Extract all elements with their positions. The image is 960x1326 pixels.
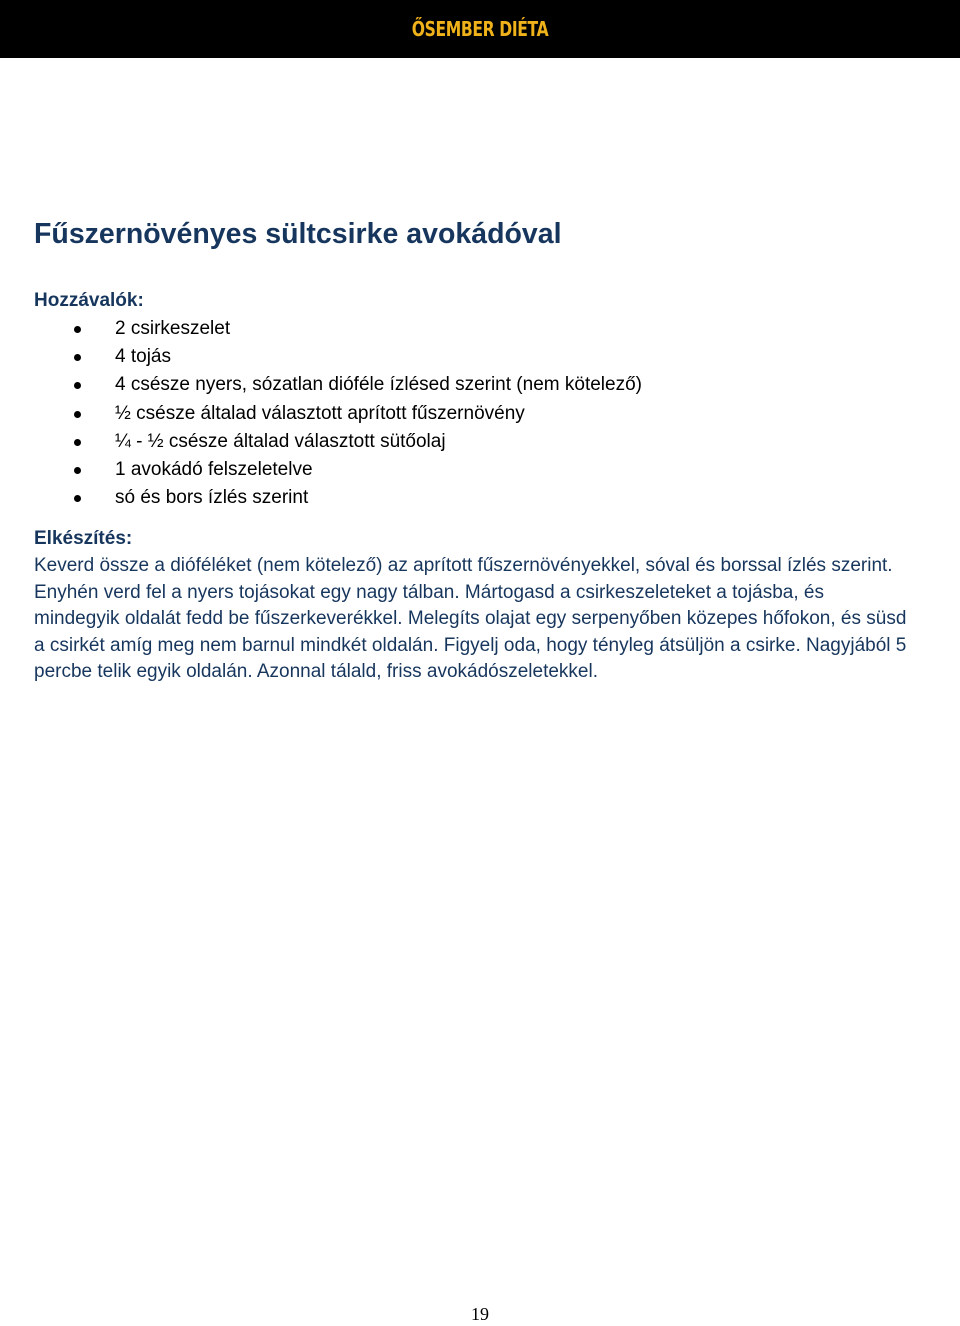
page-number: 19 (471, 1304, 489, 1324)
recipe-content (34, 214, 914, 686)
bullet-icon (74, 439, 81, 446)
ingredient-text: só és bors ízlés szerint (115, 487, 309, 509)
preparation-text: Keverd össze a dióféléket (nem kötelező) az aprított fűszernövényekkel, sóval és borssal ízlés szerint. Enyhén verd fel a nyers tojásokat egy nagy tálban. Mártogasd a csirkeszeleteket a tojásba, és mindegyik oldalát fedd be fűszerkeverékkel. Melegíts olajat egy serpenyőben közepes hőfokon, és süsd a csirkét amíg meg nem barnul mindkét oldalán. Figyelj oda, hogy tényleg átsüljön a csirke. Nagyjából 5 percbe telik egyik oldalán. Azonnal tálald, friss avokádószeletekkel. (34, 555, 907, 683)
list-item (34, 343, 914, 371)
list-item (34, 400, 914, 428)
ingredient-text: 4 tojás (115, 346, 171, 368)
ingredient-text: ¼ - ½ csésze általad választott sütőolaj (115, 430, 446, 452)
bullet-icon (74, 326, 81, 333)
bullet-icon (74, 354, 81, 361)
bullet-icon (74, 382, 81, 389)
ingredient-text: 1 avokádó felszeletelve (115, 459, 313, 481)
list-item (34, 371, 914, 399)
ingredient-text: 2 csirkeszelet (115, 318, 231, 339)
ingredients-list (34, 315, 914, 512)
bullet-icon (74, 411, 81, 418)
list-item (34, 315, 914, 343)
ingredient-text: 4 csésze nyers, sózatlan dióféle ízlésed szerint (nem kötelező) (115, 374, 642, 396)
header-bar (0, 0, 960, 58)
recipe-title: Fűszernövényes sültcsirke avokádóval (34, 218, 562, 250)
ingredient-text: ½ csésze általad választott aprított fűszernövény (115, 402, 525, 424)
ingredients-heading: Hozzávalók: (34, 290, 144, 311)
list-item (34, 456, 914, 484)
bullet-icon (74, 495, 81, 502)
list-item (34, 428, 914, 456)
preparation-heading: Elkészítés: (34, 528, 133, 550)
brand-logo: ŐSEMBER DIÉTA (411, 17, 549, 41)
list-item (34, 484, 914, 512)
bullet-icon (74, 467, 81, 474)
